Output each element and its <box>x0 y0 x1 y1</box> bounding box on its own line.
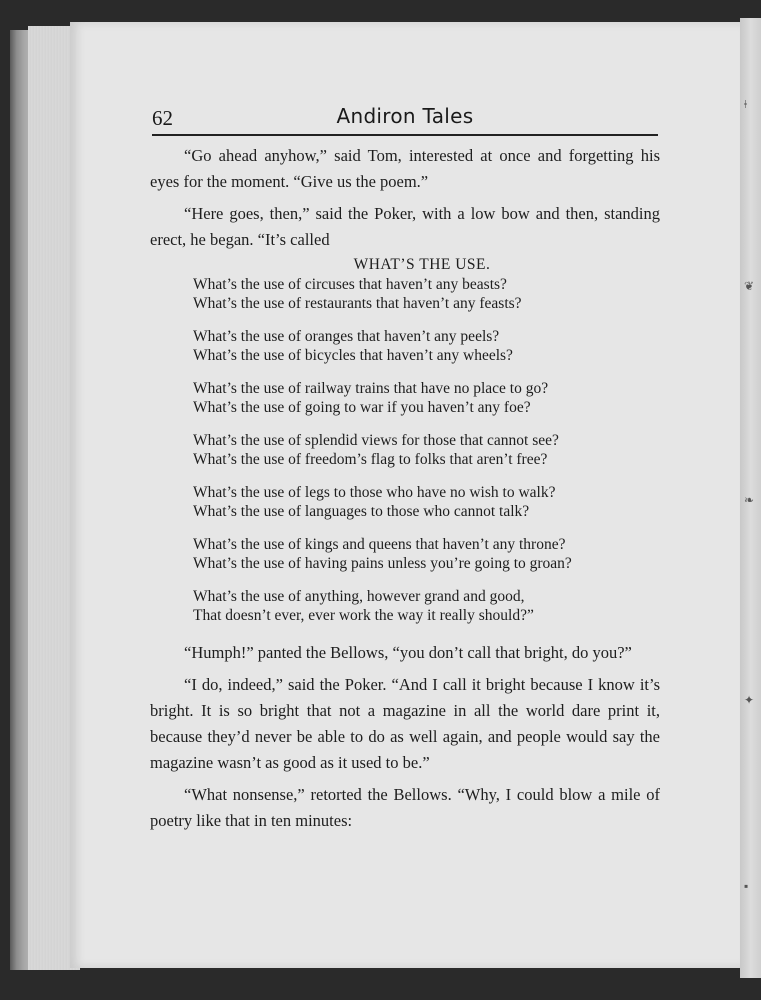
intro-text <box>150 143 660 259</box>
poem-line: What’s the use of having pains unless you’re going to groan? <box>193 554 572 572</box>
closing-text <box>150 640 660 840</box>
poem-stanza <box>193 276 673 313</box>
poem-line: What’s the use of going to war if you haven’t any foe? <box>193 398 531 416</box>
poem-stanza <box>193 432 673 469</box>
ornament-mark: ▪ <box>744 879 749 893</box>
running-title: Andiron Tales <box>336 104 474 128</box>
poem-line: What’s the use of oranges that haven’t any peels? <box>193 328 500 345</box>
poem-stanza <box>193 328 673 365</box>
poem-line: That doesn’t ever, ever work the way it really should?” <box>193 606 534 624</box>
poem-line: What’s the use of legs to those who have no wish to walk? <box>193 484 556 501</box>
poem-line: What’s the use of kings and queens that haven’t any throne? <box>193 536 566 553</box>
paragraph: “Here goes, then,” said the Poker, with a low bow and then, standing erect, he began. “It’s called <box>150 204 660 249</box>
paragraph: “What nonsense,” retorted the Bellows. “Why, I could blow a mile of poetry like that in ten minutes: <box>150 785 660 830</box>
paragraph: “I do, indeed,” said the Poker. “And I call it bright because I know it’s bright. It is so bright that not a magazine in all the world dare print it, because they’d never be able to do as well again, and people would say the magazine wasn’t as good as it used to be.” <box>150 675 660 772</box>
poem-stanza <box>193 588 673 625</box>
poem-line: What’s the use of languages to those who cannot talk? <box>193 502 530 520</box>
ornament-mark: ✦ <box>744 693 755 707</box>
poem-line: What’s the use of freedom’s flag to folks that aren’t free? <box>193 450 548 468</box>
ornament-mark: ❦ <box>744 279 755 293</box>
paragraph: “Humph!” panted the Bellows, “you don’t call that bright, do you?” <box>184 643 632 662</box>
page-number: 62 <box>152 106 173 130</box>
poem-stanza <box>193 536 673 573</box>
ornament-mark: ǂ <box>744 97 747 111</box>
poem-line: What’s the use of restaurants that haven’t any feasts? <box>193 294 522 312</box>
ornament-mark: ❧ <box>744 493 755 507</box>
poem <box>193 276 673 640</box>
poem-stanza <box>193 380 673 417</box>
poem-title: WHAT’S THE USE. <box>353 256 491 273</box>
facing-page-edge <box>740 18 761 978</box>
page-header <box>152 104 658 136</box>
poem-line: What’s the use of bicycles that haven’t any wheels? <box>193 346 513 364</box>
poem-line: What’s the use of splendid views for those that cannot see? <box>193 432 559 449</box>
poem-line: What’s the use of anything, however grand and good, <box>193 588 525 605</box>
paragraph: “Go ahead anyhow,” said Tom, interested at once and forgetting his eyes for the moment. “Give us the poem.” <box>150 146 660 191</box>
poem-line: What’s the use of circuses that haven’t any beasts? <box>193 276 507 293</box>
poem-line: What’s the use of railway trains that have no place to go? <box>193 380 549 397</box>
poem-stanza <box>193 484 673 521</box>
